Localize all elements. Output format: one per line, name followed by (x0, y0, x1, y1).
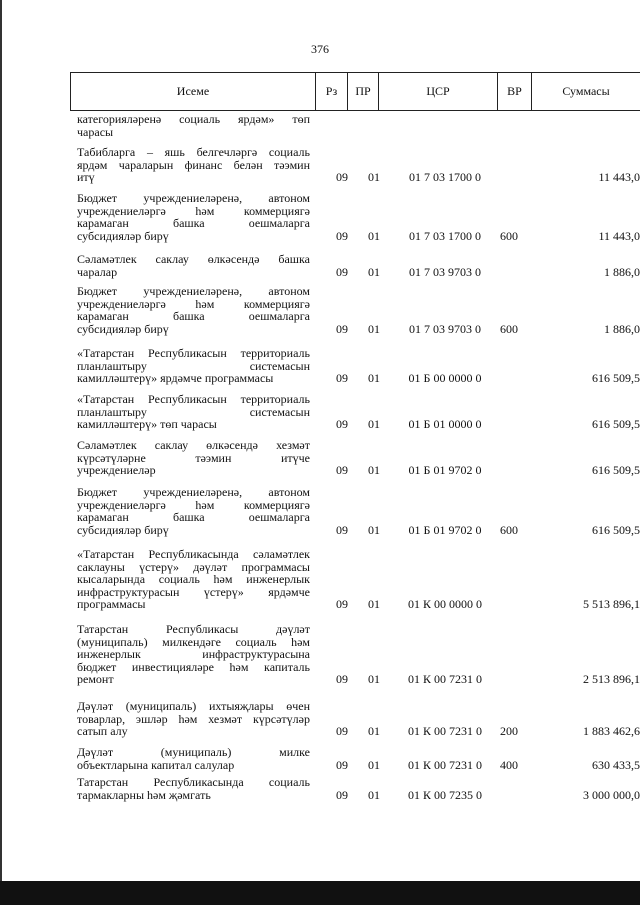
cell-rz: 09 (336, 170, 348, 184)
row-name-line: инфраструктурасын үстерү» ярдәмче (77, 584, 310, 599)
column-header-name: Исеме (70, 73, 315, 110)
row-name-line: Дәүләт (муниципаль) милке (77, 745, 310, 759)
cell-csr: 01 К 00 7235 0 (407, 787, 482, 802)
row-name-line: ремонт (77, 672, 114, 686)
cell-pr: 01 (368, 321, 380, 336)
row-name-line: Сәламәтлек саклау өлкәсендә хезмәт (77, 438, 310, 452)
cell-rz: 09 (336, 672, 348, 686)
row-name-line: «Татарстан Республикасын территориаль (77, 392, 310, 406)
cell-pr: 01 (368, 228, 380, 243)
row-name-line: чаралар (77, 264, 118, 279)
cell-vr: 600 (500, 522, 518, 537)
cell-rz: 09 (336, 522, 348, 537)
column-header-rz: Рз (315, 73, 347, 110)
row-name-line: объектларына капитал салулар (77, 757, 235, 772)
row-name-line: Сәламәтлек саклау өлкәсендә башка (77, 252, 310, 266)
row-name-line: карамаган башка оешмаларга (77, 309, 310, 323)
row-name-line: чарасы (77, 124, 114, 139)
cell-csr: 01 7 03 1700 0 (409, 228, 481, 243)
cell-pr: 01 (368, 757, 380, 772)
scan-left-edge (0, 0, 2, 905)
cell-csr: 01 7 03 9703 0 (409, 321, 481, 336)
cell-rz: 09 (336, 757, 348, 772)
table-header (70, 72, 640, 111)
cell-sum: 3 000 000,0 (583, 787, 640, 802)
row-name (77, 192, 310, 242)
cell-rz: 09 (336, 228, 348, 243)
cell-sum: 1 883 462,6 (583, 724, 640, 738)
cell-csr: 01 К 00 0000 0 (407, 597, 482, 611)
cell-pr: 01 (368, 371, 380, 385)
cell-csr: 01 7 03 1700 0 (409, 170, 481, 184)
row-name (77, 623, 310, 686)
row-name-line: бюджет инвестицияләре һәм капиталь (77, 659, 310, 674)
row-name (77, 253, 310, 278)
scan-bottom-edge (0, 881, 640, 905)
row-name-line: товарлар, эшләр һәм хезмәт күрсәтүләр (77, 711, 310, 726)
cell-vr: 400 (500, 757, 518, 772)
row-name-line: Табибларга – яшь белгечләргә социаль (77, 145, 310, 159)
cell-pr: 01 (368, 787, 380, 802)
row-name-line: учреждениеләргә һәм коммерциягә (77, 497, 310, 512)
cell-sum: 616 509,5 (592, 463, 640, 477)
cell-pr: 01 (368, 597, 380, 611)
cell-csr: 01 7 03 9703 0 (409, 264, 481, 279)
cell-rz: 09 (336, 417, 348, 431)
cell-sum: 616 509,5 (592, 522, 640, 537)
cell-vr: 600 (500, 321, 518, 336)
row-name-line: кысаларында социаль һәм инженерлык (77, 572, 310, 586)
cell-pr: 01 (368, 522, 380, 537)
row-name-line: Бюджет учреждениеләренә, автоном (77, 284, 310, 298)
cell-sum: 630 433,5 (592, 757, 640, 772)
row-name-line: инженерлык инфраструктурасына (77, 647, 310, 661)
row-name-line: Бюджет учреждениеләренә, автоном (77, 191, 310, 205)
row-name (77, 548, 310, 611)
row-name (77, 439, 310, 477)
row-name-line: ярдәм чараларын финанс белән тәэмин (77, 157, 310, 172)
row-name (77, 700, 310, 738)
cell-rz: 09 (336, 371, 348, 385)
cell-pr: 01 (368, 724, 380, 738)
cell-sum: 616 509,5 (592, 417, 640, 431)
row-name-line: Татарстан Республикасында социаль (77, 775, 310, 789)
cell-rz: 09 (336, 787, 348, 802)
cell-csr: 01 Б 00 0000 0 (408, 371, 482, 385)
column-header-pr: ПР (347, 73, 378, 110)
page-number: 376 (311, 42, 329, 56)
cell-csr: 01 Б 01 9702 0 (408, 522, 482, 537)
row-name-line: Татарстан Республикасы дәүләт (77, 622, 310, 636)
cell-sum: 2 513 896,1 (583, 672, 640, 686)
cell-sum: 11 443,0 (598, 170, 640, 184)
row-name-line: (муниципаль) милкендәге социаль һәм (77, 634, 310, 649)
row-name-line: «Татарстан Республикасын территориаль (77, 346, 310, 360)
column-header-csr: ЦСР (378, 73, 497, 110)
row-name-line: субсидияләр бирү (77, 321, 169, 336)
row-name-line: саклауны үстерү» дәүләт программасы (77, 559, 310, 574)
cell-rz: 09 (336, 597, 348, 611)
row-name-line: тармакларны һәм җәмгать (77, 787, 211, 802)
row-name-line: учреждениеләргә һәм коммерциягә (77, 203, 310, 218)
cell-rz: 09 (336, 463, 348, 477)
cell-sum: 1 886,0 (604, 264, 640, 279)
row-name-line: Бюджет учреждениеләренә, автоном (77, 485, 310, 499)
row-name-line: субсидияләр бирү (77, 228, 169, 243)
row-name (77, 486, 310, 536)
cell-pr: 01 (368, 170, 380, 184)
row-name-line: итү (77, 170, 95, 184)
cell-csr: 01 К 00 7231 0 (407, 724, 482, 738)
cell-rz: 09 (336, 724, 348, 738)
cell-sum: 1 886,0 (604, 321, 640, 336)
row-name (77, 776, 310, 801)
cell-vr: 600 (500, 228, 518, 243)
cell-pr: 01 (368, 264, 380, 279)
row-name-line: Дәүләт (муниципаль) ихтыяҗлары өчен (77, 699, 310, 713)
column-header-sum: Суммасы (531, 73, 640, 110)
cell-pr: 01 (368, 463, 380, 477)
cell-sum: 5 513 896,1 (583, 597, 640, 611)
cell-rz: 09 (336, 321, 348, 336)
row-name (77, 746, 310, 771)
row-name (77, 146, 310, 184)
cell-rz: 09 (336, 264, 348, 279)
cell-sum: 616 509,5 (592, 371, 640, 385)
row-name-line: субсидияләр бирү (77, 522, 169, 537)
row-name-line: камилләштерү» төп чарасы (77, 417, 217, 431)
cell-vr: 200 (500, 724, 518, 738)
row-name-line: «Татарстан Республикасында сәламәтлек (77, 547, 310, 561)
row-name (77, 347, 310, 385)
cell-csr: 01 К 00 7231 0 (407, 757, 482, 772)
row-name-line: категорияләренә социаль ярдәм» төп (77, 112, 310, 126)
row-name (77, 113, 310, 138)
row-name-line: планлаштыру системасын (77, 404, 310, 419)
row-name-line: камилләштерү» ярдәмче программасы (77, 371, 274, 385)
row-name-line: планлаштыру системасын (77, 358, 310, 373)
cell-pr: 01 (368, 672, 380, 686)
cell-csr: 01 Б 01 0000 0 (408, 417, 482, 431)
column-header-vr: ВР (497, 73, 531, 110)
row-name (77, 285, 310, 335)
cell-csr: 01 Б 01 9702 0 (408, 463, 482, 477)
row-name-line: сатып алу (77, 724, 128, 738)
row-name-line: карамаган башка оешмаларга (77, 216, 310, 230)
row-name-line: учреждениеләр (77, 463, 156, 477)
cell-pr: 01 (368, 417, 380, 431)
row-name (77, 393, 310, 431)
row-name-line: карамаган башка оешмаларга (77, 510, 310, 524)
row-name-line: программасы (77, 597, 146, 611)
row-name-line: күрсәтүләрне тәэмин итүче (77, 450, 310, 465)
cell-csr: 01 К 00 7231 0 (407, 672, 482, 686)
row-name-line: учреждениеләргә һәм коммерциягә (77, 296, 310, 311)
cell-sum: 11 443,0 (598, 228, 640, 243)
